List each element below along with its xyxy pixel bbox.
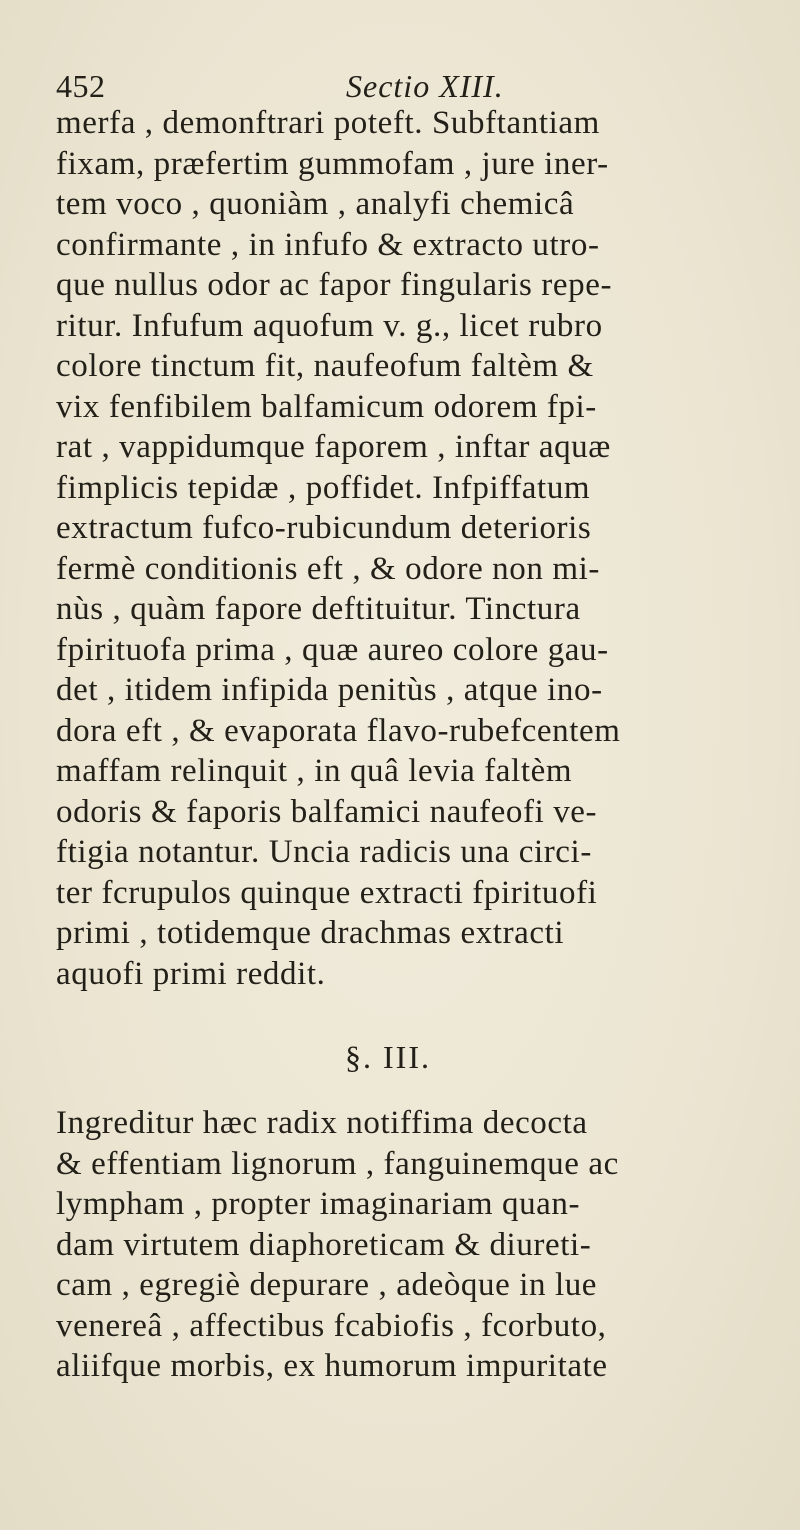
text-line: fermè conditionis eft , & odore non mi- — [56, 550, 600, 587]
text-line: extractum fufco-rubicundum deterioris — [56, 510, 592, 546]
text-line: que nullus odor ac fapor fingularis repe- — [56, 267, 613, 303]
text-line: dora eft , & evaporata flavo-rubefcentem — [56, 712, 621, 749]
running-head: Sectio XIII. — [346, 68, 504, 104]
text-line: merfa , demonftrari poteft. Subftantiam — [56, 105, 600, 141]
text-line: ftigia notantur. Uncia radicis una circi- — [56, 834, 592, 870]
text-line: lympham , propter imaginariam quan- — [56, 1186, 581, 1222]
paragraph-2 — [56, 1103, 619, 1387]
body-text — [56, 103, 768, 1384]
text-line: maffam relinquit , in quâ levia faltèm — [56, 753, 573, 789]
text-line: ter fcrupulos quinque extracti fpirituofi — [56, 874, 598, 911]
text-line: nùs , quàm fapore deftituitur. Tinctura — [56, 591, 581, 627]
text-line: vix fenfibilem balfamicum odorem fpi- — [56, 388, 597, 425]
text-line: dam virtutem diaphoreticam & diureti- — [56, 1226, 592, 1263]
text-line: colore tinctum fit, naufeofum faltèm & — [56, 348, 594, 384]
text-line: aliifque morbis, ex humorum impuritate — [56, 1348, 608, 1384]
text-line: & effentiam lignorum , fanguinemque ac — [56, 1145, 619, 1182]
text-line: fixam, præfertim gummofam , jure iner- — [56, 145, 609, 182]
page-number: 452 — [56, 68, 106, 104]
text-line: cam , egregiè depurare , adeòque in lue — [56, 1267, 598, 1303]
text-line: det , itidem infipida penitùs , atque ino- — [56, 672, 603, 708]
section-heading: §. III. — [345, 1039, 431, 1075]
text-line: confirmante , in infufo & extracto utro- — [56, 226, 600, 263]
text-line: Ingreditur hæc radix notiffima decocta — [56, 1105, 588, 1141]
text-line: fpirituofa prima , quæ aureo colore gau- — [56, 631, 609, 668]
text-line: rat , vappidumque faporem , inftar aquæ — [56, 429, 611, 465]
text-line: primi , totidemque drachmas extracti — [56, 915, 565, 951]
text-line: fimplicis tepidæ , poffidet. Infpiffatum — [56, 469, 591, 506]
text-line: odoris & faporis balfamici naufeofi ve- — [56, 793, 598, 830]
text-line: venereâ , affectibus fcabiofis , fcorbuto, — [56, 1307, 607, 1344]
paragraph-1 — [56, 103, 768, 994]
text-line: aquofi primi reddit. — [56, 955, 326, 992]
text-line: ritur. Infufum aquofum v. g., licet rubro — [56, 307, 603, 344]
text-line: tem voco , quoniàm , analyfi chemicâ — [56, 186, 575, 222]
